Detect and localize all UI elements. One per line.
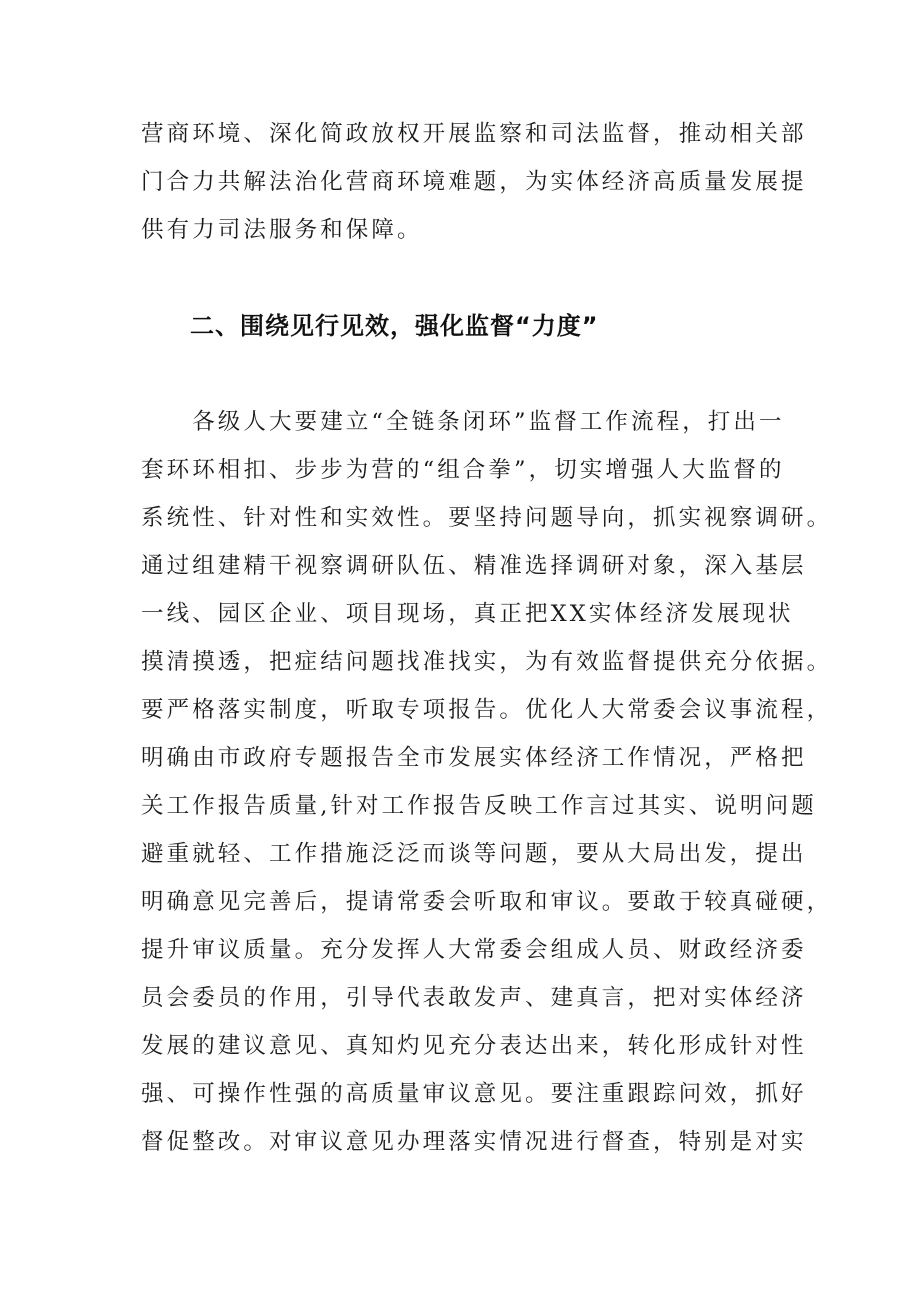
paragraph-line: 要严格落实制度，听取专项报告。优化人大常委会议事流程， (141, 697, 833, 723)
paragraph-line: 各级人大要建立“全链条闭环”监督工作流程，打出一 (141, 409, 785, 435)
paragraph-line: 套环环相扣、步步为营的“组合拳”，切实增强人大监督的 (141, 457, 785, 483)
section-heading: 二、围绕见行见效，强化监督“力度” (190, 312, 599, 340)
paragraph-line: 供有力司法服务和保障。 (141, 217, 423, 243)
paragraph-line: 通过组建精干视察调研队伍、精准选择调研对象，深入基层 (141, 553, 807, 579)
paragraph-line: 避重就轻、工作措施泛泛而谈等问题，要从大局出发，提出 (141, 841, 807, 867)
paragraph-line: 系统性、针对性和实效性。要坚持问题导向，抓实视察调研。 (141, 505, 833, 531)
paragraph-line: 营商环境、深化简政放权开展监察和司法监督，推动相关部 (141, 121, 807, 147)
paragraph-line: 发展的建议意见、真知灼见充分表达出来，转化形成针对性 (141, 1033, 807, 1059)
paragraph-line: 督促整改。对审议意见办理落实情况进行督查，特别是对实 (141, 1129, 807, 1155)
paragraph-line: 门合力共解法治化营商环境难题，为实体经济高质量发展提 (141, 169, 807, 195)
paragraph-line: 关工作报告质量,针对工作报告反映工作言过其实、说明问题 (141, 793, 817, 819)
paragraph-line: 明确意见完善后，提请常委会听取和审议。要敢于较真碰硬， (141, 889, 833, 915)
paragraph-line: 强、可操作性强的高质量审议意见。要注重跟踪问效，抓好 (141, 1081, 807, 1107)
paragraph-line: 摸清摸透，把症结问题找准找实，为有效监督提供充分依据。 (141, 649, 833, 675)
paragraph-line: 员会委员的作用，引导代表敢发声、建真言，把对实体经济 (141, 985, 807, 1011)
paragraph-line: 一线、园区企业、项目现场，真正把XX实体经济发展现状 (141, 601, 794, 627)
paragraph-line: 明确由市政府专题报告全市发展实体经济工作情况，严格把 (141, 745, 807, 771)
paragraph-line: 提升审议质量。充分发挥人大常委会组成人员、财政经济委 (141, 937, 807, 963)
